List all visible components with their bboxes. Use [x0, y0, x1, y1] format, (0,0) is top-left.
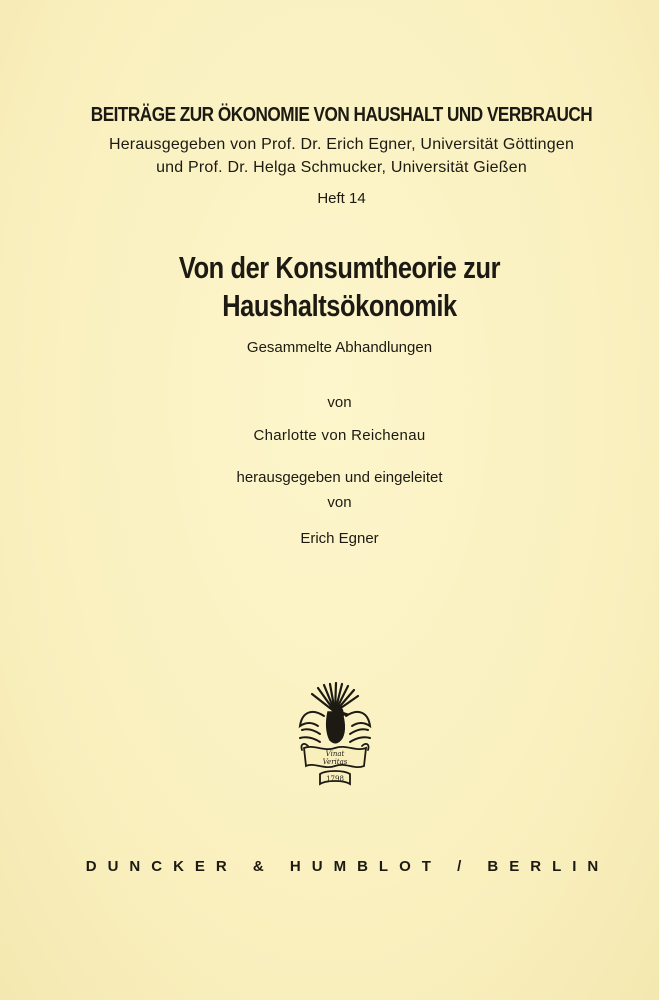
author-preposition: von	[327, 394, 352, 411]
editor-name: Erich Egner	[300, 530, 379, 547]
series-title: BEITRÄGE ZUR ÖKONOMIE VON HAUSHALT UND VERBRAUCH	[90, 104, 593, 126]
publisher-imprint: DUNCKER & HUMBLOT / BERLIN	[85, 858, 610, 875]
editor-preposition: von	[327, 494, 352, 511]
logo-motto-line-1: Vinat	[325, 750, 345, 758]
series-editors-line-1: Herausgegeben von Prof. Dr. Erich Egner, Universität Göttingen	[108, 136, 575, 153]
publisher-eagle-logo-icon	[294, 682, 376, 790]
author-name: Charlotte von Reichenau	[253, 427, 426, 444]
book-title-line-2: Haushaltsökonomik	[222, 288, 457, 323]
book-title-line-1: Von der Konsumtheorie zur	[178, 250, 501, 285]
series-editors-line-2: und Prof. Dr. Helga Schmucker, Universität Gießen	[156, 159, 527, 176]
logo-motto-line-2: Veritas	[322, 758, 348, 766]
book-subtitle: Gesammelte Abhandlungen	[246, 339, 433, 356]
edited-intro: herausgegeben und eingeleitet	[236, 469, 443, 486]
logo-year: 1798	[326, 775, 344, 783]
series-volume: Heft 14	[317, 190, 366, 207]
